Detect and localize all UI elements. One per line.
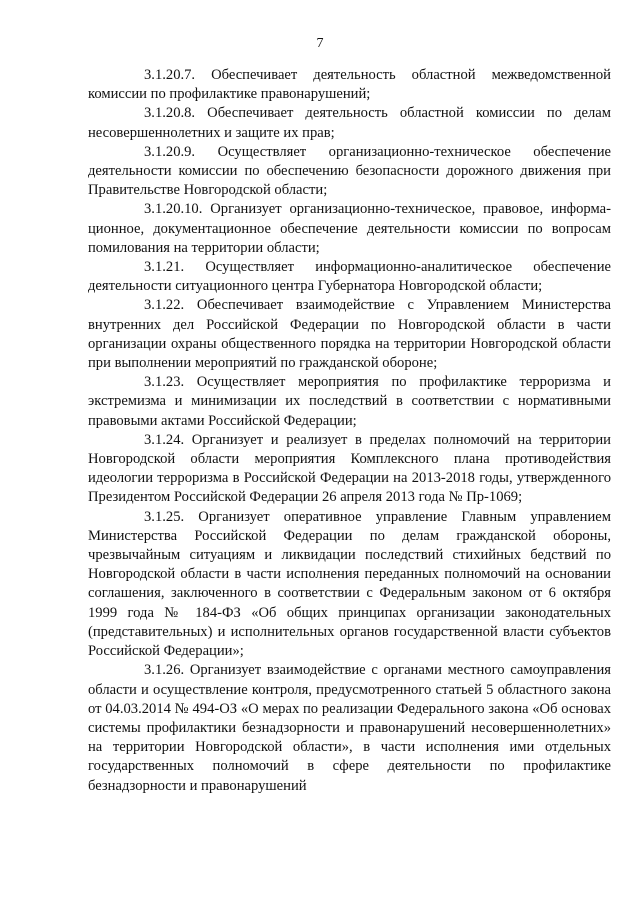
paragraph-3-1-25: 3.1.25. Организует оперативное управление Главным управлением Министерства Российской Федерации по делам гражданской обороны, чрезвычайным ситуациям и ликвидации последствий стихийных бедствий по Новгородской области в части исполнения переданных полномочий на основании соглашения, заключенного в соответствии с Федеральным законом от 6 октября 1999 года № 184-ФЗ «Об общих принципах организации законодательных (представительных) и исполнительных органов государственной власти субъектов Российской Федерации»; <box>88 508 611 660</box>
paragraph-3-1-22: 3.1.22. Обеспечивает взаимодействие с Управлением Министерства внутренних дел Российской Федерации по Новгородской области в части организации охраны общественного порядка на территории Новгородской области при выполнении мероприятий по гражданской обороне; <box>88 297 611 372</box>
paragraph-3-1-23: 3.1.23. Осуществляет мероприятия по профилактике терроризма и экстремизма и минимизации их последствий в соответствии с нормативными правовыми актами Российской Федерации; <box>88 374 611 429</box>
paragraph-3-1-26: 3.1.26. Организует взаимодействие с органами местного самоуправления области и осуществление контроля, предусмотренного статьей 5 областного закона от 04.03.2014 № 494-ОЗ «О мерах по реализации Федерального закона «Об основах системы профилактики безнадзорности и правонарушений несовершеннолетних» на территории Новгородской области», в части исполнения ими отдельных государственных полномочий в сфере деятельности по профилактике безнадзорности и правонарушений <box>88 662 611 794</box>
paragraph-3-1-20-7: 3.1.20.7. Обеспечивает деятельность областной межведомственной комиссии по профилактике правонарушений; <box>88 67 611 103</box>
paragraph-3-1-24: 3.1.24. Организует и реализует в пределах полномочий на территории Новгородской области мероприятия Комплексного плана противодействия идеологии терроризма в Российской Федерации на 2013-2018 годы, утвержденного Президентом Российской Федерации 26 апреля 2013 года № Пр-1069; <box>88 431 611 506</box>
paragraph-3-1-20-10: 3.1.20.10. Организует организационно-техническое, правовое, информационное, документационное обеспечение деятельности комиссии по вопросам помилования на территории области; <box>88 201 611 256</box>
paragraph-3-1-20-9: 3.1.20.9. Осуществляет организационно-техническое обеспечение деятельности комиссии по обеспечению безопасности дорожного движения при Правительстве Новгородской области; <box>88 143 611 199</box>
document-body <box>88 66 611 796</box>
page-number: 7 <box>316 36 324 51</box>
paragraph-3-1-21: 3.1.21. Осуществляет информационно-аналитическое обеспечение деятельности ситуационного центра Губернатора Новгородской области; <box>88 259 611 295</box>
paragraph-3-1-20-8: 3.1.20.8. Обеспечивает деятельность областной комиссии по делам несовершеннолетних и защите их прав; <box>88 105 611 141</box>
